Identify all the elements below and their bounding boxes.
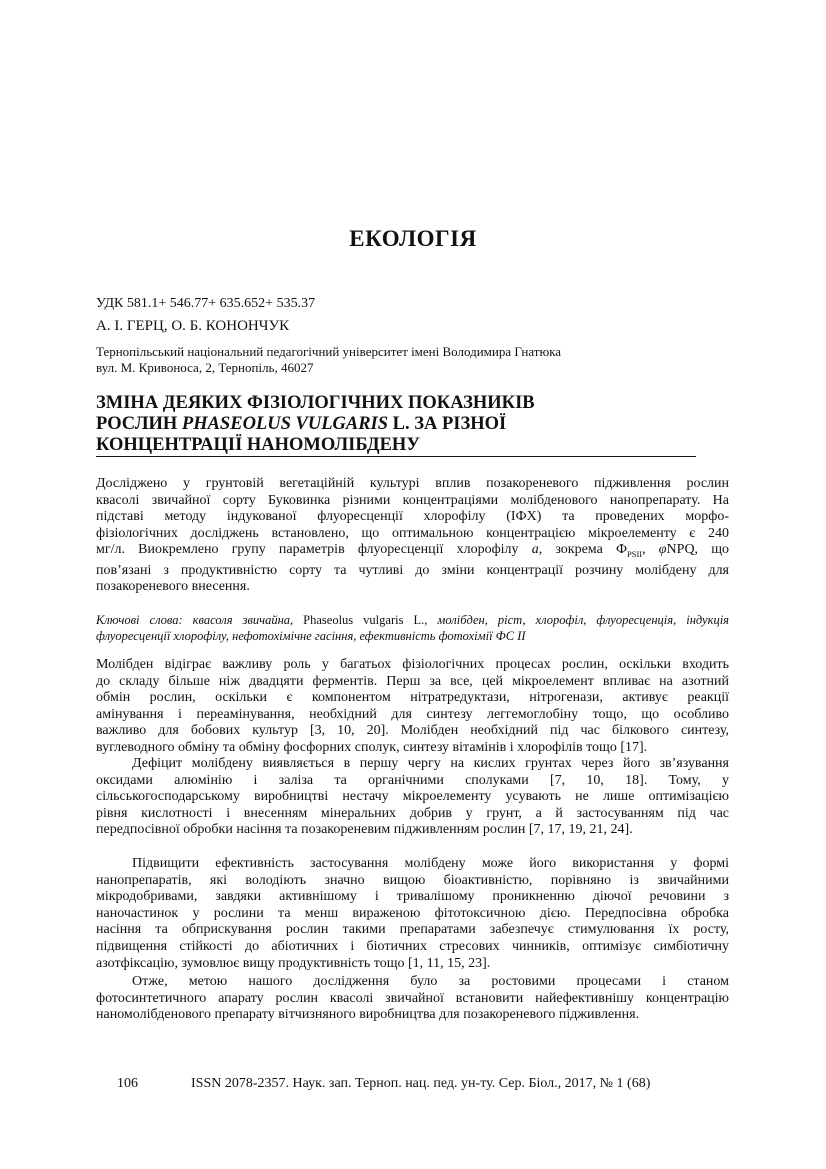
abstract-line: позакореневого внесення. <box>96 579 250 595</box>
keywords <box>96 612 729 644</box>
journal-citation: ISSN 2078-2357. Наук. зап. Терноп. нац. пед. ун-ту. Сер. Біол., 2017, № 1 (68) <box>191 1076 651 1091</box>
abstract-line: пов’язані з продуктивністю сорту та чутливі до зміни концентрації розчину молібдену для <box>96 562 729 578</box>
keywords-species: Phaseolus vulgaris <box>303 613 404 627</box>
body-line: Молібден відіграє важливу роль у багатьох фізіологічних процесах рослин, оскільки входить <box>96 657 729 672</box>
affiliation-address: вул. М. Кривоноса, 2, Тернопіль, 46027 <box>96 360 314 375</box>
title-text: L. ЗА РІЗНОЇ <box>388 414 507 434</box>
abstract-line: Досліджено у грунтовій вегетаційній культурі вплив позакореневого підживлення рослин <box>96 476 729 491</box>
body-line: оксидами алюмінію і заліза та органічними сполуками [7, 10, 18]. Тому, у <box>96 772 729 788</box>
abstract-line: квасолі звичайної сорту Буковинка різними концентраціями молібденового нанопрепарату. На <box>96 492 729 508</box>
body-line: Отже, метою нашого дослідження було за ростовими процесами і станом <box>132 974 729 989</box>
body-paragraph-1 <box>96 657 729 757</box>
paper-title <box>96 393 696 457</box>
keywords-text: молібден, ріст, хлорофіл, флуоресценція, індукція <box>437 613 729 627</box>
affiliation <box>96 344 736 376</box>
body-line: фотосинтетичного апарату рослин квасолі звичайної встановити найефективнішу концентрацію <box>96 990 729 1006</box>
body-line: Дефіцит молібдену виявляється в першу чергу на кислих грунтах через його зв’язування <box>132 756 729 771</box>
abstract-text: , зокрема Ф <box>538 542 628 558</box>
body-line: Підвищити ефективність застосування молібдену може його використання у формі <box>132 856 729 871</box>
page-footer <box>117 1076 650 1092</box>
keywords-line <box>96 612 729 628</box>
body-line: наночастинок у рослини та менш вираженою фітотоксичною дією. Передпосівна обробка <box>96 905 729 921</box>
udc-code: УДК 581.1+ 546.77+ 635.652+ 535.37 <box>96 296 316 311</box>
body-line: мікродобривами, завдяки активнішому і тривалішому проникненню діючої речовини з <box>96 889 729 905</box>
body-paragraph-3 <box>96 856 729 972</box>
body-line: азотфіксацію, зумовлює вищу продуктивність тощо [1, 11, 15, 23]. <box>96 955 491 971</box>
title-species: PHASEOLUS VULGARIS <box>181 414 389 434</box>
body-line: до складу більше ніж двадцяти ферментів. Перш за все, цей мікроелемент впливає на азотний <box>96 673 729 689</box>
body-line: наномолібденового препарату вітчизняного виробництва для позакореневого підживлення. <box>96 1007 640 1023</box>
abstract-text: , <box>642 542 659 558</box>
keywords-text: L., <box>403 613 438 627</box>
body-line: насіння та обприскування рослин такими препаратами забезпечує стимулювання їх росту, <box>96 922 729 938</box>
title-text: РОСЛИН <box>96 414 182 434</box>
abstract-text-italic: φ <box>658 542 667 558</box>
paper-title-line-3: КОНЦЕНТРАЦІЇ НАНОМОЛІБДЕНУ <box>96 435 696 457</box>
abstract-text: NPQ, що <box>666 542 729 558</box>
paper-title-line-1: ЗМІНА ДЕЯКИХ ФІЗІОЛОГІЧНИХ ПОКАЗНИКІВ <box>96 393 535 413</box>
section-title: ЕКОЛОГІЯ <box>349 226 477 251</box>
body-line: передпосівної обробки насіння та позакореневим підживленням рослин [7, 17, 19, 21, 24]. <box>96 822 633 838</box>
body-line: обмін рослин, оскільки є компонентом нітратредуктази, нітрогенази, активує реакції <box>96 690 729 706</box>
abstract-line <box>96 542 729 562</box>
body-line: сільськогосподарському виробництві нестачу мікроелементу усувають не лише оптимізацією <box>96 789 729 805</box>
body-line: вуглеводного обміну та обміну фосфорних сполук, синтезу вітамінів і хлорофілів тощо [17]. <box>96 739 648 755</box>
abstract-line: фізіологічних досліджень встановлено, що оптимальною концентрацією мікроелементу є 240 <box>96 525 729 541</box>
keywords-line: флуоресценції хлорофілу, нефотохімічне гасіння, ефективність фотохімії ФС ІІ <box>96 629 526 643</box>
abstract-line: підставі методу індукованої флуоресценції хлорофілу (ІФХ) та проведених морфо- <box>96 509 729 525</box>
affiliation-institution: Тернопільський національний педагогічний університет імені Володимира Гнатюка <box>96 344 562 359</box>
body-paragraph-4 <box>96 974 729 1024</box>
body-line: важливо для бобових культур [3, 10, 20]. Молібден необхідний під час білкового синтезу, <box>96 723 729 739</box>
authors: А. І. ГЕРЦ, О. Б. КОНОНЧУК <box>96 318 290 334</box>
abstract <box>96 476 729 596</box>
abstract-text-italic: a <box>531 542 539 558</box>
abstract-subscript: PSII <box>627 549 643 560</box>
body-paragraph-2 <box>96 756 729 839</box>
body-line: нанопрепаратів, які володіють значно вищою біоактивністю, порівняно із звичайними <box>96 872 729 888</box>
abstract-text: мг/л. Виокремлено групу параметрів флуоресценції хлорофілу <box>96 542 532 558</box>
keywords-label: Ключові слова: квасоля звичайна, <box>96 613 304 627</box>
body-line: підвищення стійкості до абіотичних і біотичних стресових чинників, оптимізує симбіотичну <box>96 938 729 954</box>
body-line: рівня кислотності і внесенням мінеральних добрив у грунт, а й застосуванням під час <box>96 805 729 821</box>
body-line: амінування і переамінування, необхідний для синтезу леггемоглобіну тощо, що особливо <box>96 706 729 722</box>
paper-title-line-2 <box>96 414 696 435</box>
page-number: 106 <box>117 1076 138 1091</box>
